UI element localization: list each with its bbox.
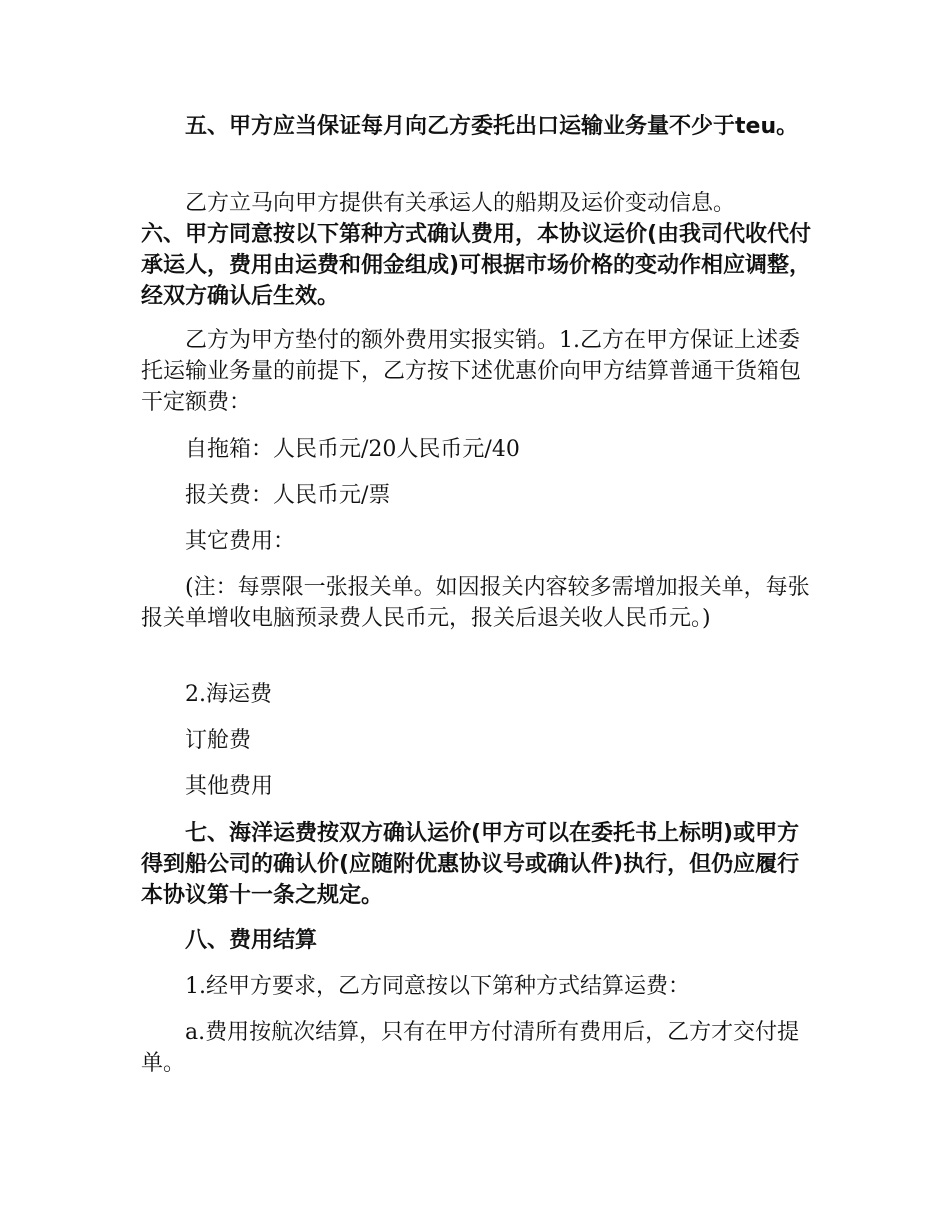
booking-fee-line: 订舱费 xyxy=(185,728,252,753)
extra-fees-paragraph: 乙方为甲方垫付的额外费用实报实销。1.乙方在甲方保证上述委托运输业务量的前提下，乙方按下述优惠价向甲方结算普通干货箱包干定额费： xyxy=(141,328,802,415)
customs-note-paragraph: (注：每票限一张报关单。如因报关内容较多需增加报关单，每张报关单增收电脑预录费人民币元，报关后退关收人民币元。) xyxy=(141,575,810,631)
clause-six-paragraph: 六、甲方同意按以下第种方式确认费用，本协议运价(由我司代收代付承运人，费用由运费和佣金组成)可根据市场价格的变动作相应调整，经双方确认后生效。 xyxy=(141,222,812,309)
clause-eight-heading: 八、费用结算 xyxy=(185,928,318,953)
settlement-method-line: 1.经甲方要求，乙方同意按以下第种方式结算运费： xyxy=(185,974,690,999)
clause-seven-paragraph: 七、海洋运费按双方确认运价(甲方可以在委托书上标明)或甲方得到船公司的确认价(应随附优惠协议号或确认件)执行，但仍应履行本协议第十一条之规定。 xyxy=(141,821,800,908)
shipping-info-paragraph: 乙方立马向甲方提供有关承运人的船期及运价变动信息。 xyxy=(185,191,736,216)
other-charges-line: 其他费用 xyxy=(185,774,274,799)
ocean-freight-line: 2.海运费 xyxy=(185,682,272,707)
other-fees-line: 其它费用： xyxy=(185,529,296,554)
clause-five-paragraph: 五、甲方应当保证每月向乙方委托出口运输业务量不少于teu。 xyxy=(185,114,799,139)
customs-fee-line: 报关费：人民币元/票 xyxy=(185,483,391,508)
settlement-option-a-paragraph: a.费用按航次结算，只有在甲方付清所有费用后，乙方才交付提单。 xyxy=(141,1020,800,1076)
self-trailer-fee-line: 自拖箱：人民币元/20人民币元/40 xyxy=(185,437,520,462)
